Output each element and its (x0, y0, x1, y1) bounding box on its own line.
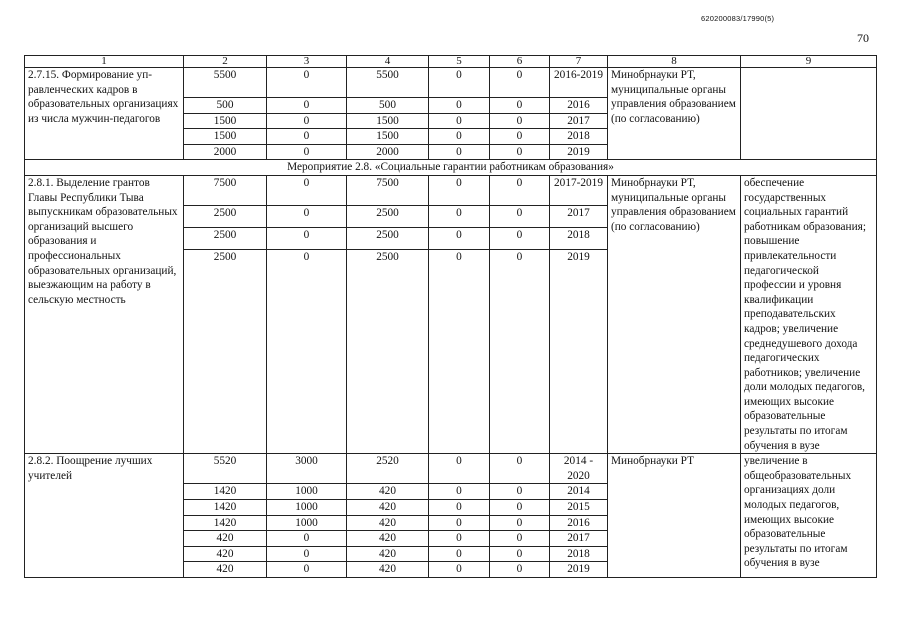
header-cell: 1 (25, 56, 184, 68)
document-code: 620200083/17990(5) (701, 14, 775, 23)
expected-result: увеличение в общеобразовательных организациях доли молодых педагогов, имеющих высокие образовательные результаты по итогам обучения в вузе (741, 454, 877, 578)
header-row (25, 56, 877, 68)
cell-col5: 0 (429, 562, 490, 578)
cell-total: 5500 (184, 68, 267, 98)
cell-col5: 0 (429, 144, 490, 160)
cell-col5: 0 (429, 454, 490, 484)
cell-period: 2019 (550, 144, 608, 160)
cell-col5: 0 (429, 175, 490, 205)
cell-period: 2017 (550, 113, 608, 129)
cell-col3: 0 (267, 546, 347, 562)
cell-col4: 7500 (347, 175, 429, 205)
cell-col3: 0 (267, 98, 347, 114)
cell-col4: 2500 (347, 228, 429, 250)
cell-col5: 0 (429, 113, 490, 129)
cell-col5: 0 (429, 129, 490, 145)
cell-col6: 0 (490, 500, 550, 516)
expected-result (741, 68, 877, 160)
cell-col5: 0 (429, 68, 490, 98)
cell-col6: 0 (490, 228, 550, 250)
cell-total: 420 (184, 562, 267, 578)
cell-col5: 0 (429, 228, 490, 250)
cell-col4: 420 (347, 531, 429, 547)
activity-name: 2.8.2. Поощрение лучших учителей (25, 454, 184, 578)
executor: Минобрнауки РТ (608, 454, 741, 578)
cell-col5: 0 (429, 500, 490, 516)
cell-col6: 0 (490, 68, 550, 98)
cell-col3: 0 (267, 250, 347, 454)
header-cell: 7 (550, 56, 608, 68)
cell-total: 1500 (184, 129, 267, 145)
cell-col4: 420 (347, 546, 429, 562)
cell-total: 2500 (184, 228, 267, 250)
cell-period: 2016 (550, 515, 608, 531)
section-row (25, 160, 877, 176)
cell-period: 2016-2019 (550, 68, 608, 98)
cell-period: 2015 (550, 500, 608, 516)
cell-col5: 0 (429, 531, 490, 547)
cell-period: 2019 (550, 562, 608, 578)
table-row (25, 68, 877, 98)
activity-name: 2.7.15. Формирование уп-равленческих кадров в образовательных организациях из числа мужчин-педагогов (25, 68, 184, 160)
activity-name: 2.8.1. Выделение грантов Главы Республики Тыва выпускникам образовательных организаций высшего образования и профессиональных образовательных организаций, выезжающим на работу в сельскую местность (25, 175, 184, 453)
cell-col3: 1000 (267, 484, 347, 500)
program-table (24, 55, 877, 578)
header-cell: 8 (608, 56, 741, 68)
cell-col3: 0 (267, 68, 347, 98)
cell-col6: 0 (490, 515, 550, 531)
cell-period: 2017 (550, 531, 608, 547)
cell-total: 2500 (184, 250, 267, 454)
cell-col3: 0 (267, 562, 347, 578)
header-cell: 2 (184, 56, 267, 68)
cell-col6: 0 (490, 98, 550, 114)
cell-col3: 1000 (267, 500, 347, 516)
cell-col6: 0 (490, 129, 550, 145)
cell-period: 2017-2019 (550, 175, 608, 205)
cell-col6: 0 (490, 546, 550, 562)
header-cell: 4 (347, 56, 429, 68)
cell-total: 1420 (184, 515, 267, 531)
cell-col3: 0 (267, 144, 347, 160)
cell-col3: 0 (267, 113, 347, 129)
cell-total: 420 (184, 546, 267, 562)
cell-total: 5520 (184, 454, 267, 484)
cell-total: 500 (184, 98, 267, 114)
cell-col4: 2500 (347, 205, 429, 227)
cell-col6: 0 (490, 484, 550, 500)
table-row (25, 454, 877, 484)
cell-total: 1420 (184, 500, 267, 516)
cell-col6: 0 (490, 250, 550, 454)
cell-col4: 2500 (347, 250, 429, 454)
executor: Минобрнауки РТ, муниципальные органы управления образованием (по согласованию) (608, 68, 741, 160)
cell-col6: 0 (490, 562, 550, 578)
cell-col3: 0 (267, 205, 347, 227)
cell-col3: 3000 (267, 454, 347, 484)
header-cell: 9 (741, 56, 877, 68)
cell-col3: 0 (267, 175, 347, 205)
cell-col4: 2000 (347, 144, 429, 160)
cell-col5: 0 (429, 546, 490, 562)
header-cell: 6 (490, 56, 550, 68)
cell-col4: 420 (347, 484, 429, 500)
header-cell: 5 (429, 56, 490, 68)
cell-period: 2018 (550, 546, 608, 562)
cell-period: 2017 (550, 205, 608, 227)
cell-col4: 500 (347, 98, 429, 114)
cell-col6: 0 (490, 175, 550, 205)
page-number: 70 (857, 31, 869, 45)
cell-col5: 0 (429, 98, 490, 114)
cell-total: 2500 (184, 205, 267, 227)
cell-col6: 0 (490, 113, 550, 129)
cell-col3: 0 (267, 228, 347, 250)
cell-period: 2014 (550, 484, 608, 500)
cell-total: 1420 (184, 484, 267, 500)
cell-total: 1500 (184, 113, 267, 129)
cell-period: 2019 (550, 250, 608, 454)
table-row (25, 175, 877, 205)
cell-period: 2018 (550, 228, 608, 250)
cell-col4: 5500 (347, 68, 429, 98)
cell-col6: 0 (490, 454, 550, 484)
cell-col3: 0 (267, 531, 347, 547)
cell-total: 2000 (184, 144, 267, 160)
cell-col5: 0 (429, 515, 490, 531)
cell-col6: 0 (490, 205, 550, 227)
cell-col5: 0 (429, 250, 490, 454)
cell-col6: 0 (490, 144, 550, 160)
cell-col3: 0 (267, 129, 347, 145)
cell-col4: 420 (347, 562, 429, 578)
cell-period: 2018 (550, 129, 608, 145)
header-cell: 3 (267, 56, 347, 68)
executor: Минобрнауки РТ, муниципальные органы управления образованием (по согласованию) (608, 175, 741, 453)
cell-col5: 0 (429, 205, 490, 227)
cell-col4: 420 (347, 500, 429, 516)
cell-total: 420 (184, 531, 267, 547)
cell-col4: 1500 (347, 113, 429, 129)
expected-result: обеспечение государственных социальных гарантий работникам образования; повышение привлекательности педагогической профессии и уровня квалификации преподавательских кадров; увеличение среднедушевого дохода педагогических работников; увеличение доли молодых педагогов, имеющих высокие образовательные результаты по итогам обучения в вузе (741, 175, 877, 453)
cell-period: 2016 (550, 98, 608, 114)
cell-period: 2014 - 2020 (550, 454, 608, 484)
cell-col6: 0 (490, 531, 550, 547)
section-title: Мероприятие 2.8. «Социальные гарантии работникам образования» (25, 160, 877, 176)
cell-col4: 420 (347, 515, 429, 531)
cell-total: 7500 (184, 175, 267, 205)
cell-col4: 1500 (347, 129, 429, 145)
cell-col5: 0 (429, 484, 490, 500)
cell-col3: 1000 (267, 515, 347, 531)
cell-col4: 2520 (347, 454, 429, 484)
